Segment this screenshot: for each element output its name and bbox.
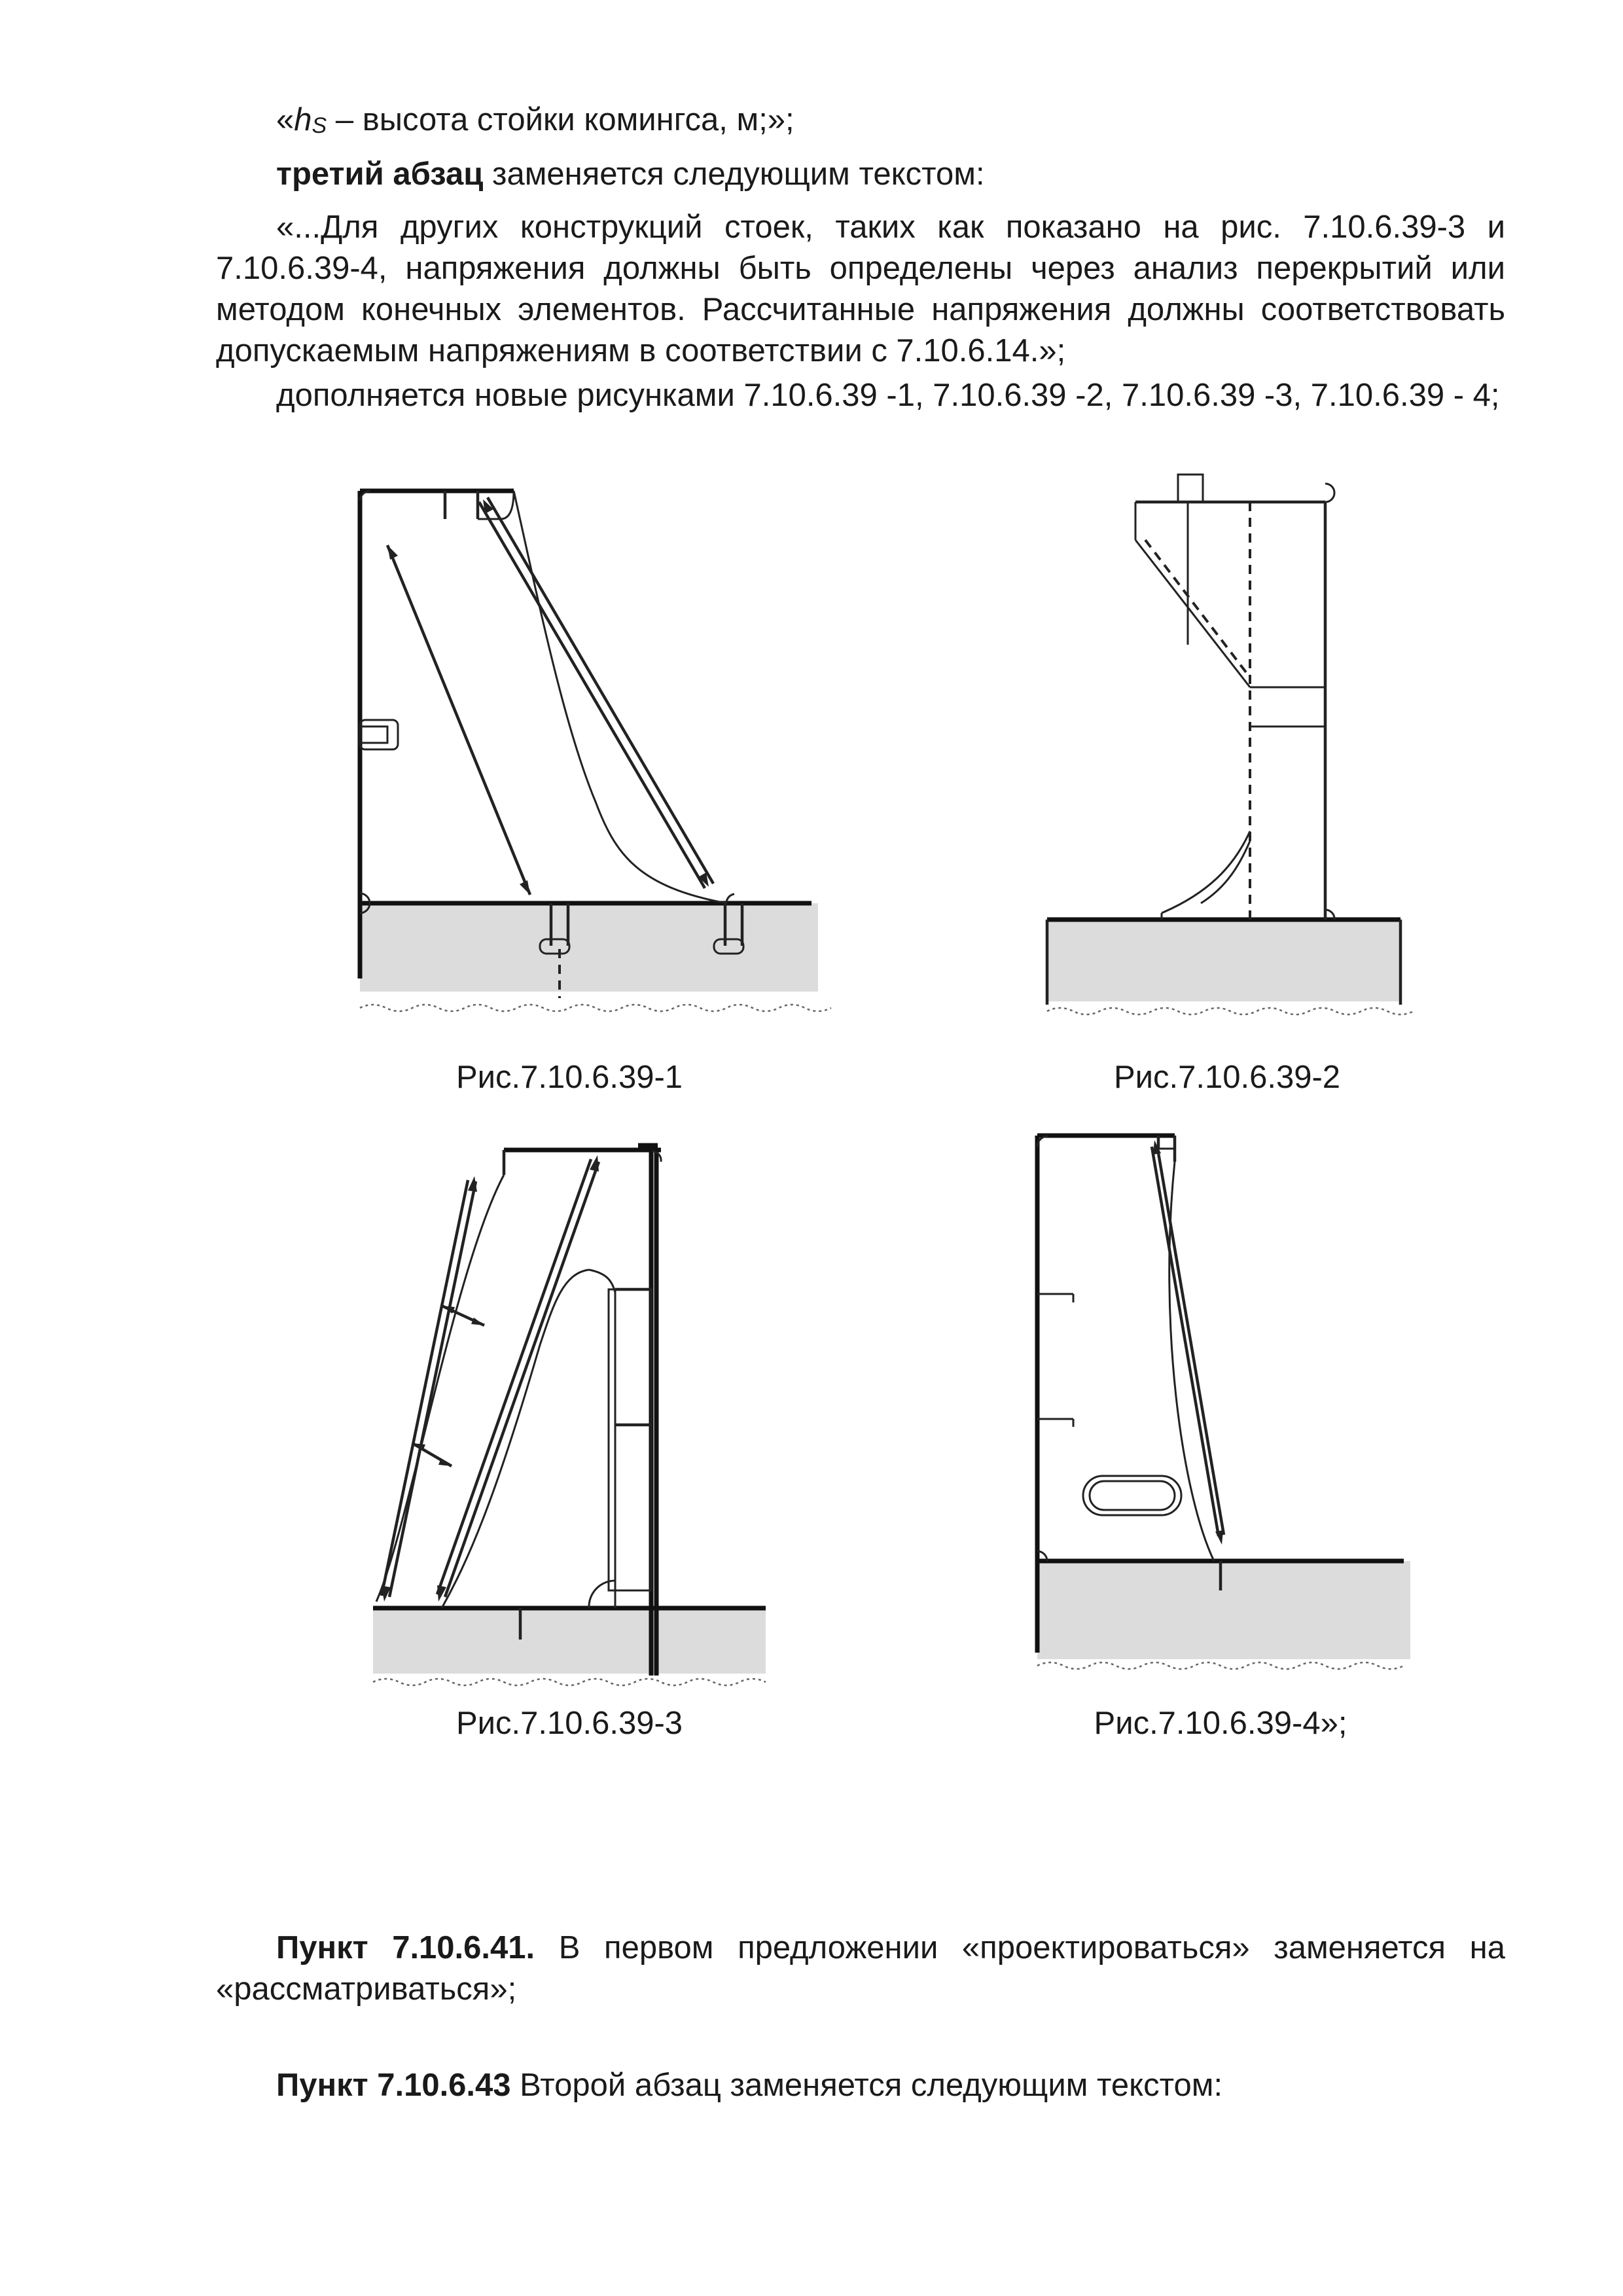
paragraph-new-figures: дополняется новые рисунками 7.10.6.39 -1, 7.10.6.39 -2, 7.10.6.39 -3, 7.10.6.39 - 4; — [276, 378, 1500, 413]
paragraph-third-abzac: третий абзац заменяется следующим текстом: — [276, 156, 985, 192]
figure-7-10-6-39-2 — [1037, 461, 1404, 1024]
figure-7-10-6-39-4 — [1027, 1126, 1420, 1689]
figure-2-caption: Рис.7.10.6.39-2 — [1113, 1060, 1341, 1095]
figure-4-caption: Рис.7.10.6.39-4»; — [1094, 1706, 1347, 1741]
paragraph-punkt-7-10-6-43: Пункт 7.10.6.43 Второй абзац заменяется следующим текстом: — [276, 2068, 1223, 2103]
figure-7-10-6-39-3 — [363, 1136, 815, 1698]
figure-3-caption: Рис.7.10.6.39-3 — [455, 1706, 683, 1741]
paragraph-hs-definition: «$h_S$ – высота стойки комингса, м;»; — [276, 102, 794, 138]
paragraph-punkt-7-10-6-41: Пункт 7.10.6.41. В первом предложении «проектироваться» заменяется на «рассматриваться»; — [216, 1930, 1505, 2007]
paragraph-other-structures: «...Для других конструкций стоек, таких как показано на рис. 7.10.6.39-3 и 7.10.6.39-4, напряжения должны быть определены через анализ перекрытий или методом конечных элементов. Рассчитанные напряжения должны соответствовать допускаемым напряжениям в соответствии с 7.10.6.14.»; — [216, 209, 1505, 368]
figure-7-10-6-39-1 — [340, 461, 825, 1024]
figure-1-caption: Рис.7.10.6.39-1 — [455, 1060, 683, 1095]
